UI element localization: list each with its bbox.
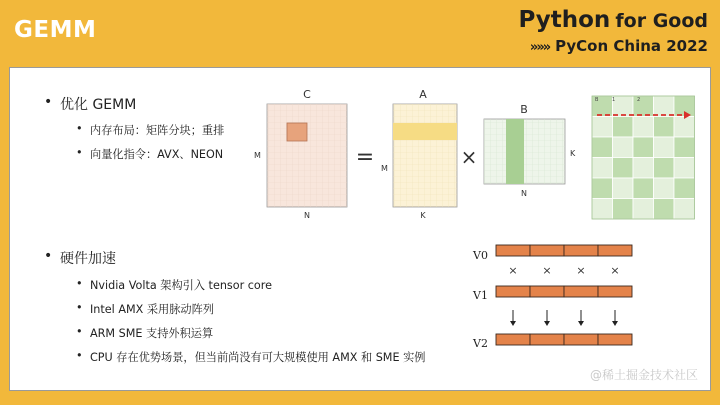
label-c: C <box>303 88 311 101</box>
grid-cell <box>613 137 634 158</box>
grid-cell <box>674 199 695 220</box>
bullet-cpu-scenario: • CPU 存在优势场景，但当前尚没有可大规模使用 AMX 和 SME 实例 <box>76 349 425 365</box>
vector-cell-v2 <box>496 334 530 345</box>
grid-cell <box>633 178 654 199</box>
matrix-b-col-block <box>506 119 524 184</box>
grid-cell <box>613 199 634 220</box>
grid-cell <box>674 137 695 158</box>
label-b: B <box>520 103 528 116</box>
bullet-vector-instructions: • 向量化指令：AVX、NEON <box>76 146 224 162</box>
equals-sign: = <box>355 145 375 170</box>
vector-cell-v0 <box>598 245 632 256</box>
grid-cell <box>613 178 634 199</box>
label-m-a: M <box>381 164 388 173</box>
vector-cell-v1 <box>564 286 598 297</box>
grid-tiny-label-2: 1 <box>612 97 616 103</box>
slide-title: GEMM <box>14 17 97 43</box>
vector-cell-v2 <box>564 334 598 345</box>
down-arrow-icon <box>612 321 618 326</box>
grid-cell <box>654 96 675 117</box>
label-a: A <box>419 88 427 101</box>
vector-cell-v0 <box>564 245 598 256</box>
bullet-nvidia-volta: • Nvidia Volta 架构引入 tensor core <box>76 277 425 293</box>
down-arrow-icon <box>578 321 584 326</box>
pycon-brand-logo <box>518 7 708 55</box>
bullet-intel-amx: • Intel AMX 采用脉动阵列 <box>76 301 425 317</box>
vector-times-icon: × <box>542 264 552 277</box>
grid-cell <box>592 117 613 138</box>
grid-cell <box>633 117 654 138</box>
label-v0: V0 <box>473 249 488 262</box>
label-k-a: K <box>420 211 426 220</box>
label-m-c: M <box>254 151 261 160</box>
watermark: @稀土掘金技术社区 <box>589 368 698 382</box>
grid-cell <box>592 178 613 199</box>
grid-cell <box>613 117 634 138</box>
matrix-multiplication-diagram <box>10 68 712 392</box>
brand-python: Python <box>518 7 611 33</box>
grid-cell <box>674 158 695 179</box>
grid-cell <box>633 137 654 158</box>
vector-times-icon: × <box>508 264 518 277</box>
vector-cell-v2 <box>598 334 632 345</box>
vector-cell-v1 <box>496 286 530 297</box>
vector-cell-v2 <box>530 334 564 345</box>
grid-cell <box>613 96 634 117</box>
grid-cell <box>633 199 654 220</box>
bullet-hardware-acceleration: • 硬件加速 <box>46 248 425 268</box>
grid-cell <box>654 158 675 179</box>
vector-bars <box>496 245 632 345</box>
bullet-memory-layout: • 内存布局：矩阵分块；重排 <box>76 122 224 138</box>
grid-cell <box>674 117 695 138</box>
vector-times-icon: × <box>576 264 586 277</box>
grid-cell <box>654 199 675 220</box>
label-n-b: N <box>521 189 527 198</box>
vector-cell-v0 <box>496 245 530 256</box>
grid-cell <box>592 199 613 220</box>
down-arrow-icon <box>510 321 516 326</box>
grid-cell <box>654 117 675 138</box>
grid-cell <box>592 137 613 158</box>
grid-cell <box>654 178 675 199</box>
bullet-arm-sme: • ARM SME 支持外积运算 <box>76 325 425 341</box>
matrix-c-block <box>287 123 307 141</box>
grid-cell <box>654 137 675 158</box>
matrix-a-row-block <box>393 123 457 140</box>
label-n-c: N <box>304 211 310 220</box>
brand-arrows-icon: »»» <box>529 40 550 55</box>
times-sign: × <box>460 145 478 169</box>
vector-cell-v0 <box>530 245 564 256</box>
label-v2: V2 <box>473 337 488 350</box>
vector-cell-v1 <box>598 286 632 297</box>
bullet-optimize-gemm: • 优化 GEMM <box>46 94 224 114</box>
vector-cell-v1 <box>530 286 564 297</box>
grid-tiny-label-1: B <box>595 97 599 103</box>
grid-cell <box>633 158 654 179</box>
vector-times-icon: × <box>610 264 620 277</box>
grid-cell <box>674 178 695 199</box>
label-v1: V1 <box>473 289 488 302</box>
brand-event: PyCon China 2022 <box>555 37 708 55</box>
down-arrow-icon <box>544 321 550 326</box>
grid-cell <box>613 158 634 179</box>
brand-for-good: for Good <box>615 10 708 32</box>
label-k-b: K <box>570 149 576 158</box>
content-panel <box>9 67 711 391</box>
grid-tiny-label-3: 2 <box>637 97 641 103</box>
grid-cell <box>592 158 613 179</box>
